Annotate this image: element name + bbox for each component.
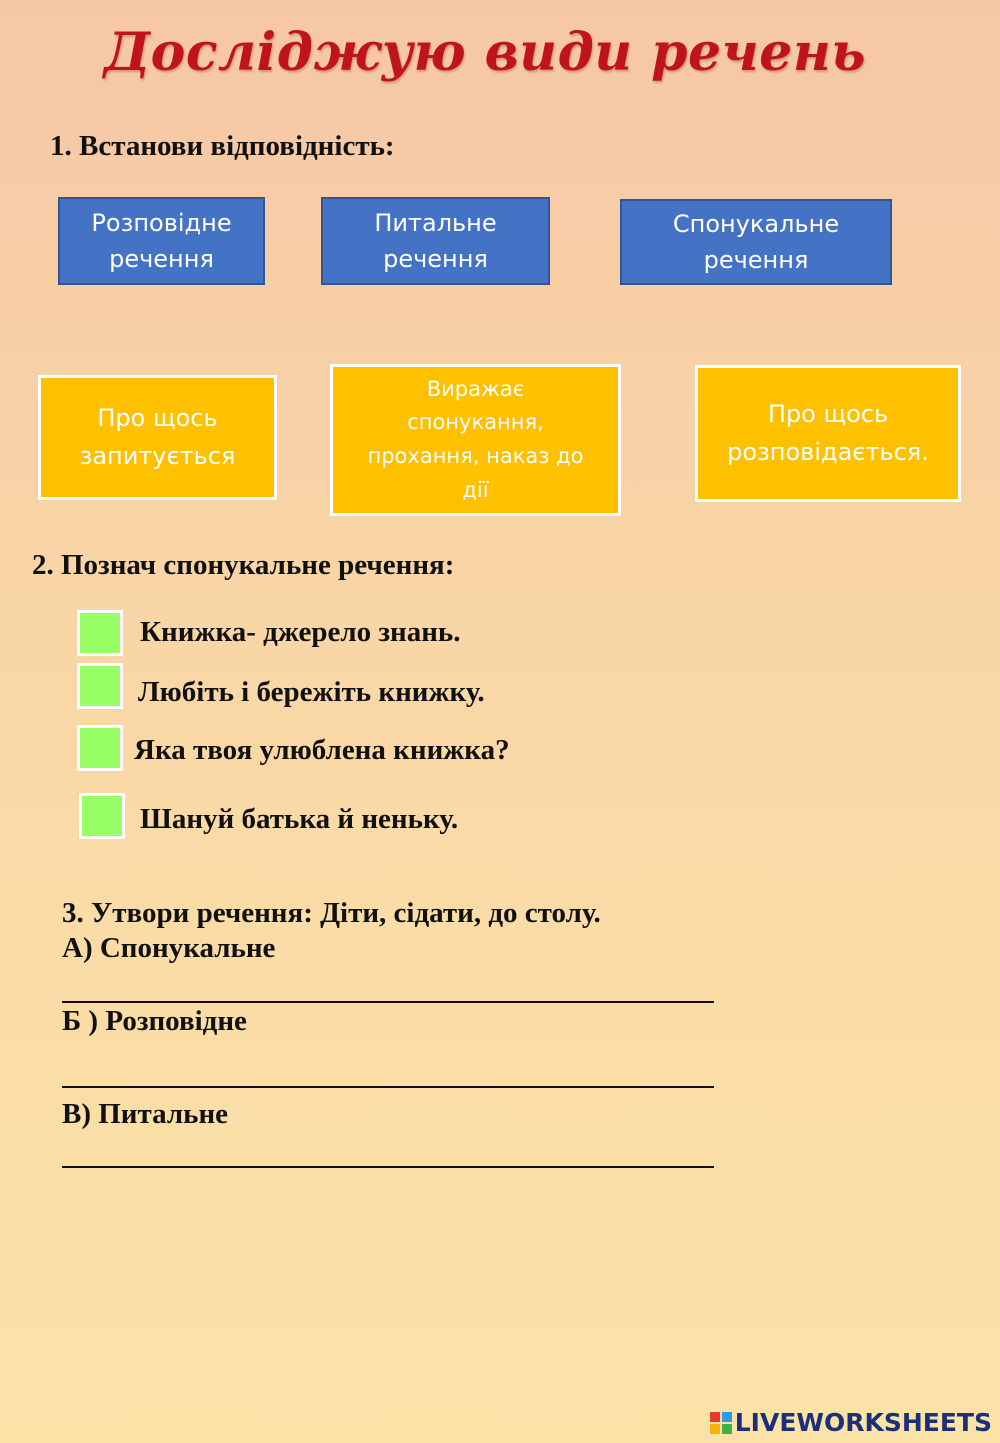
definition-card-line: запитується (79, 441, 236, 470)
option-checkbox[interactable] (79, 793, 125, 839)
type-card-line: Розповідне (91, 209, 232, 237)
definition-card-line: спонукання, (407, 410, 544, 435)
answer-line-a[interactable] (62, 1001, 714, 1003)
logo-blocks-icon (710, 1412, 732, 1434)
option-label: Шануй батька й неньку. (140, 803, 459, 835)
option-checkbox[interactable] (77, 725, 123, 771)
definition-card-statement[interactable] (695, 365, 961, 502)
page-title: Досліджую види речень (103, 22, 867, 83)
type-card-declarative[interactable] (58, 197, 265, 285)
answer-line-b[interactable] (62, 1086, 714, 1088)
definition-card-line: прохання, наказ до (367, 444, 584, 468)
type-card-line: Питальне (374, 209, 497, 237)
liveworksheets-logo (710, 1408, 992, 1437)
type-card-line: речення (703, 246, 809, 274)
option-label: Книжка- джерело знань. (140, 616, 461, 648)
answer-line-c[interactable] (62, 1166, 714, 1168)
definition-card-imperative[interactable] (330, 364, 621, 516)
option-checkbox[interactable] (77, 663, 123, 709)
type-card-line: речення (109, 245, 214, 273)
option-label: Яка твоя улюблена книжка? (134, 734, 510, 766)
task2-heading: 2. Познач спонукальне речення: (32, 549, 455, 581)
task3-label-b: Б ) Розповідне (62, 1005, 247, 1037)
type-card-line: речення (383, 245, 488, 273)
definition-card-line: Про щось (767, 400, 889, 429)
definition-card-line: Виражає (426, 376, 525, 401)
type-card-line: Спонукальне (672, 210, 840, 238)
definition-card-line: розповідається. (727, 437, 929, 466)
option-checkbox[interactable] (77, 610, 123, 656)
definition-card-line: дії (462, 477, 489, 502)
task3-label-a: А) Спонукальне (62, 932, 276, 964)
type-card-interrogative[interactable] (321, 197, 550, 285)
task3-label-c: В) Питальне (62, 1098, 229, 1130)
task1-heading: 1. Встанови відповідність: (50, 130, 395, 162)
logo-text: LIVEWORKSHEETS (734, 1408, 992, 1437)
option-label: Любіть і бережіть книжку. (138, 676, 485, 708)
type-card-imperative[interactable] (620, 199, 892, 285)
task3-heading: 3. Утвори речення: Діти, сідати, до столу. (62, 897, 601, 929)
definition-card-line: Про щось (97, 404, 218, 433)
definition-card-question[interactable] (38, 375, 277, 500)
